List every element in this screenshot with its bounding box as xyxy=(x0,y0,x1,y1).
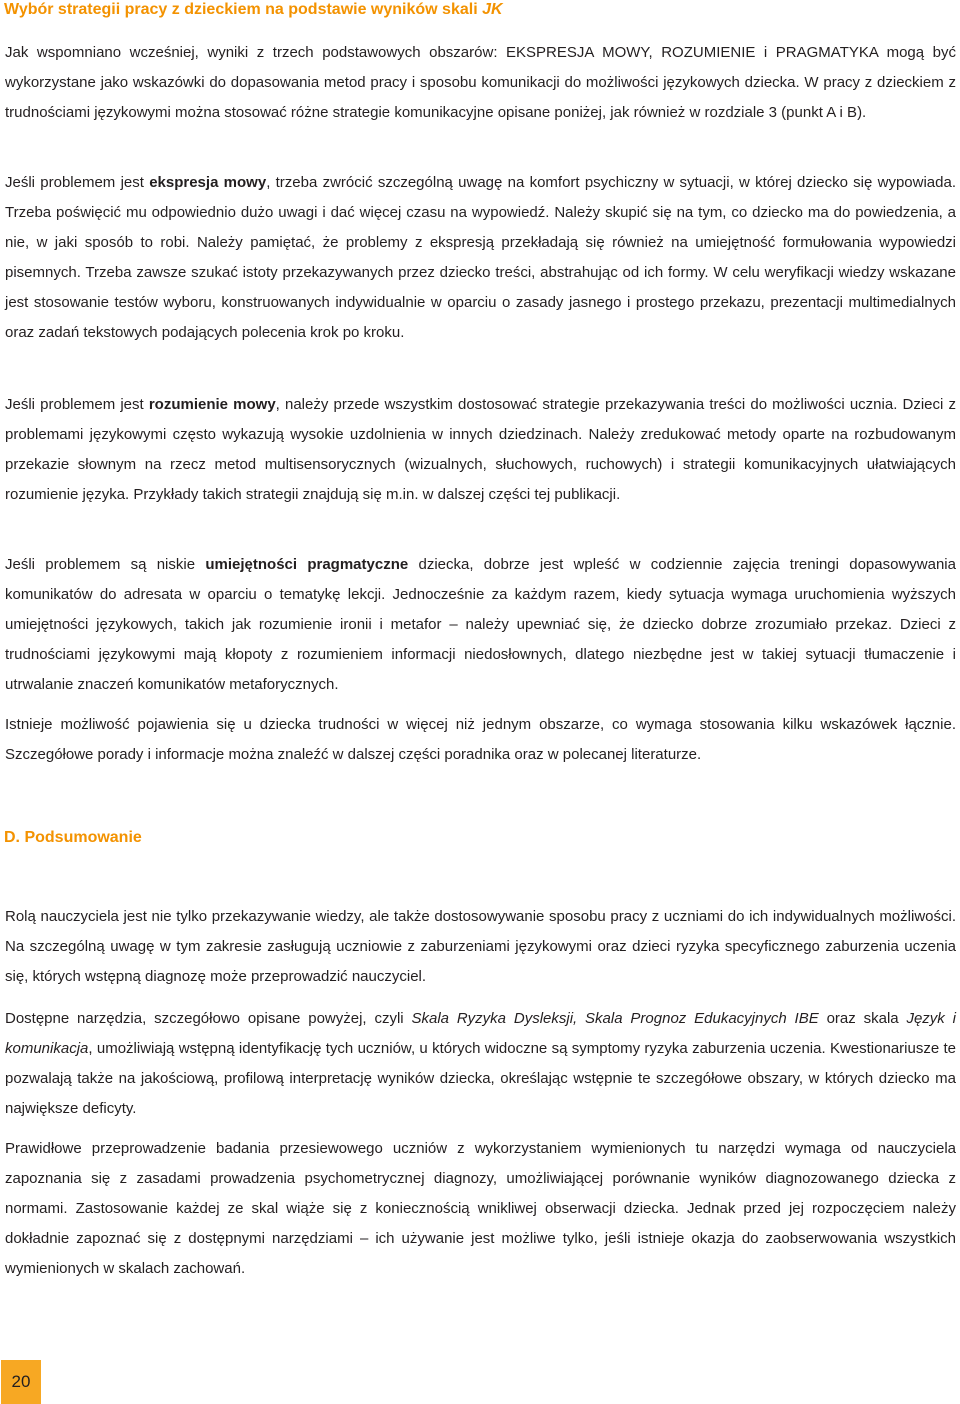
tool-names-italic: Skala Ryzyka Dysleksji, Skala Prognoz Edukacyjnych IBE xyxy=(411,1010,819,1027)
paragraph-comprehension: Jeśli problemem jest rozumienie mowy, należy przede wszystkim dostosować strategie przekazywania treści do możliwości ucznia. Dzieci z problemami językowymi często wykazują wysokie uzdolnienia w innych dziedzinach. Należy zredukować metody oparte na rozbudowanym przekazie słownym na rzecz metod multisensorycznych (wizualnych, słuchowych, ruchowych) i strategii komunikacyjnych ułatwiających rozumienie języka. Przykłady takich strategii znajdują się m.in. w dalszej części tej publikacji. xyxy=(5,396,956,503)
keyword-pragmatics: umiejętności pragmatyczne xyxy=(205,556,409,573)
keyword-expression: ekspresja mowy xyxy=(149,174,267,191)
page-number: 20 xyxy=(11,1372,31,1391)
paragraph-screening: Prawidłowe przeprowadzenie badania przesiewowego uczniów z wykorzystaniem wymienionych tu narzędzi wymaga od nauczyciela zapoznania się z zasadami prowadzenia psychometrycznej diagnozy, umożliwiającej porównanie wyników diagnozowanego dziecka z normami. Zastosowanie każdej ze skal wiąże się z koniecznością wnikliwej obserwacji dziecka. Jednak przed jej rozpoczęciem należy dokładnie zapoznać się z dostępnymi narzędziami – ich używanie jest możliwe tylko, jeśli istnieje okazja do zaobserwowania wszystkich wymienionych w skalach zachowań. xyxy=(5,1140,956,1277)
paragraph-intro: Jak wspomniano wcześniej, wyniki z trzech podstawowych obszarów: EKSPRESJA MOWY, ROZUMIENIE i PRAGMATYKA mogą być wykorzystane jako wskazówki do dopasowania metod pracy i sposobu komunikacji do możliwości językowych dziecka. W pracy z dzieckiem z trudnościami językowymi można stosować różne strategie komunikacyjne opisane poniżej, jak również w rozdziale 3 (punkt A i B). xyxy=(5,44,956,121)
paragraph-expression: Jeśli problemem jest ekspresja mowy, trzeba zwrócić szczególną uwagę na komfort psychiczny w sytuacji, w której dziecko się wypowiada. Trzeba poświęcić mu odpowiednio dużo uwagi i dać więcej czasu na wypowiedź. Należy skupić się na tym, co dziecko ma do powiedzenia, a nie, w jaki sposób to robi. Należy pamiętać, że problemy z ekspresją przekładają się również na umiejętność formułowania wypowiedzi pisemnych. Trzeba zawsze szukać istoty przekazywanych przez dziecko treści, abstrahując od ich formy. W celu weryfikacji wiedzy wskazane jest stosowanie testów wyboru, konstruowanych indywidualnie w oparciu o zasady jasnego i prostego przekazu, prezentacji multimedialnych oraz zadań tekstowych podających polecenia krok po kroku. xyxy=(5,174,956,341)
paragraph-tools: Dostępne narzędzia, szczegółowo opisane powyżej, czyli Skala Ryzyka Dysleksji, Skala Prognoz Edukacyjnych IBE oraz skala Język i komunikacja, umożliwiają wstępną identyfikację tych uczniów, u których widoczne są symptomy ryzyka zaburzenia uczenia. Kwestionariusze te pozwalają także na jakościową, profilową interpretację wyników dziecka, określając wstępnie te szczegółowe obszary, w których dziecko ma największe deficyty. xyxy=(5,1010,956,1117)
section-title-strategy xyxy=(4,0,503,20)
paragraph-multiple-areas: Istnieje możliwość pojawienia się u dziecka trudności w więcej niż jednym obszarze, co wymaga stosowania kilku wskazówek łącznie. Szczegółowe porady i informacje można znaleźć w dalszej części poradnika oraz w polecanej literaturze. xyxy=(5,716,956,763)
section-title-italic: JK xyxy=(482,1,503,18)
paragraph-teacher-role: Rolą nauczyciela jest nie tylko przekazywanie wiedzy, ale także dostosowywanie sposobu pracy z uczniami do ich indywidualnych możliwości. Na szczególną uwagę w tym zakresie zasługują uczniowie z zaburzeniami językowymi oraz dzieci ryzyka specyficznego zaburzenia uczenia się, których wstępną diagnozę może przeprowadzić nauczyciel. xyxy=(5,908,956,985)
keyword-comprehension: rozumienie mowy xyxy=(148,396,276,413)
page-number-box xyxy=(1,1360,41,1404)
section-title-text: Wybór strategii pracy z dzieckiem na podstawie wyników skali xyxy=(4,1,483,18)
tool-name-jk-italic: Język i komunikacja xyxy=(5,1010,956,1057)
section-title-summary: D. Podsumowanie xyxy=(4,829,142,846)
paragraph-pragmatics: Jeśli problemem są niskie umiejętności pragmatyczne dziecka, dobrze jest wpleść w codziennie zajęcia treningi dopasowywania komunikatów do adresata w oparciu o tematykę lekcji. Jednocześnie za każdym razem, kiedy sytuacja wymaga uruchomienia wyższych umiejętności językowych, takich jak rozumienie ironii i metafor – należy upewniać się, że dziecko dobrze zrozumiało przekaz. Dzieci z trudnościami językowymi mają kłopoty z rozumieniem informacji niedosłownych, dlatego niezbędne jest w takiej sytuacji tłumaczenie i utrwalanie znaczeń komunikatów metaforycznych. xyxy=(5,556,956,693)
